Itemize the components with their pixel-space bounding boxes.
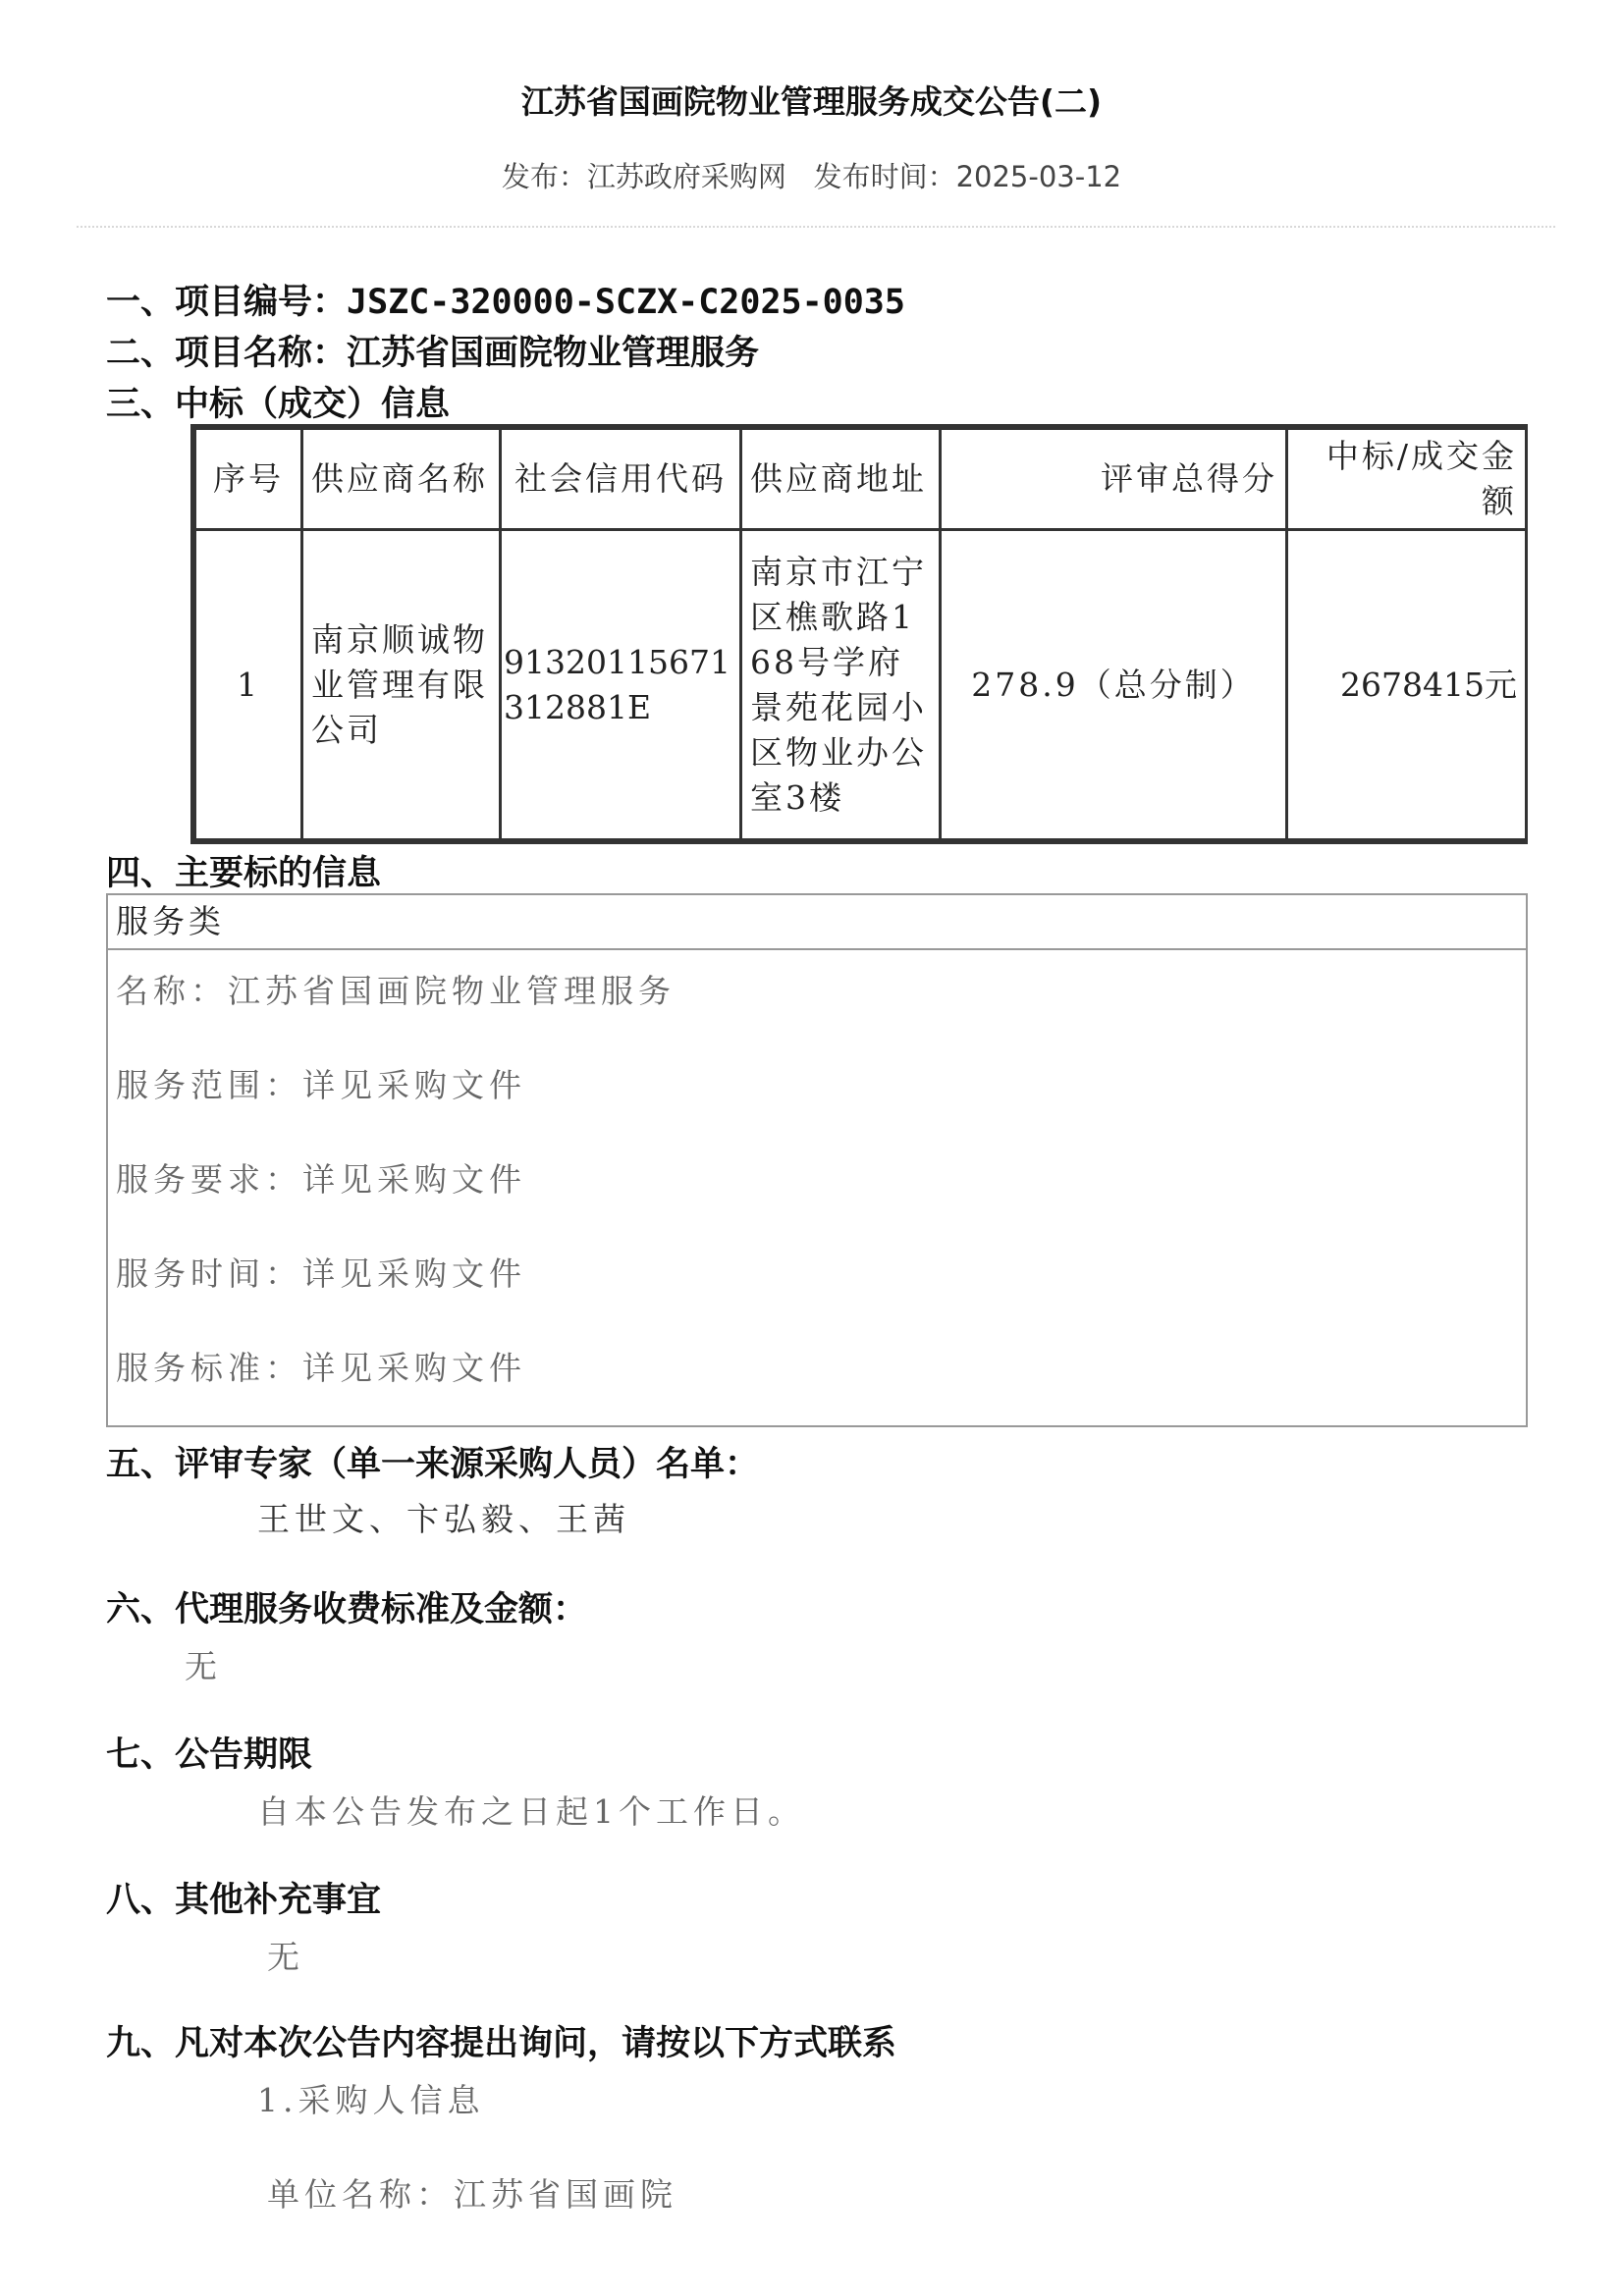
publish-time-label: 发布时间： — [813, 160, 956, 193]
subject-line-requirements: 服务要求：详见采购文件 — [116, 1160, 526, 1199]
project-number: JSZC-320000-SCZX-C2025-0035 — [347, 283, 905, 322]
publisher: 江苏政府采购网 — [586, 160, 786, 193]
project-name-label: 二、项目名称： — [106, 334, 348, 373]
col-header-score: 评审总得分 — [941, 429, 1287, 530]
agency-fee-heading: 六、代理服务收费标准及金额： — [106, 1590, 588, 1629]
row-score: 278.9（总分制） — [941, 530, 1287, 840]
other-matters-heading: 八、其他补充事宜 — [106, 1881, 382, 1920]
project-name: 江苏省国画院物业管理服务 — [347, 334, 760, 373]
purchaser-info-subheading: 1.采购人信息 — [257, 2081, 485, 2119]
purchaser-unit-label: 单位名称： — [267, 2175, 454, 2214]
award-table — [190, 424, 1528, 844]
row-index: 1 — [195, 530, 302, 840]
col-header-supplier-name: 供应商名称 — [302, 429, 501, 530]
publish-info — [0, 155, 1623, 195]
notice-period-value: 自本公告发布之日起1个工作日。 — [257, 1792, 805, 1831]
contact-heading: 九、凡对本次公告内容提出询问，请按以下方式联系 — [106, 2024, 897, 2063]
subject-info-heading: 四、主要标的信息 — [106, 854, 382, 893]
subject-line-time: 服务时间：详见采购文件 — [116, 1255, 526, 1293]
other-matters-value: 无 — [267, 1938, 304, 1976]
experts-list: 王世文、卞弘毅、王茜 — [257, 1500, 630, 1538]
publish-time: 2025-03-12 — [955, 160, 1122, 193]
table-row — [195, 530, 1527, 840]
col-header-address: 供应商地址 — [741, 429, 941, 530]
publisher-label: 发布： — [501, 160, 587, 193]
table-header-row — [195, 429, 1527, 530]
page-title: 江苏省国画院物业管理服务成交公告(二) — [520, 82, 1103, 121]
subject-line-scope: 服务范围：详见采购文件 — [116, 1066, 526, 1104]
project-name-row — [106, 326, 759, 375]
row-amount: 2678415元 — [1287, 530, 1527, 840]
agency-fee-value: 无 — [185, 1647, 222, 1685]
row-address: 南京市江宁区樵歌路168号学府景苑花园小区物业办公室3楼 — [741, 530, 941, 840]
header-divider — [77, 226, 1555, 228]
subject-line-name: 名称：江苏省国画院物业管理服务 — [116, 972, 676, 1010]
subject-line-standard: 服务标准：详见采购文件 — [116, 1349, 526, 1387]
project-number-row — [106, 275, 905, 324]
col-header-amount: 中标/成交金额 — [1287, 429, 1527, 530]
experts-heading: 五、评审专家（单一来源采购人员）名单： — [106, 1445, 760, 1484]
col-header-credit-code: 社会信用代码 — [501, 429, 741, 530]
row-credit-code: 91320115671312881E — [501, 530, 741, 840]
award-info-heading: 三、中标（成交）信息 — [106, 385, 451, 424]
purchaser-unit-row — [267, 2169, 677, 2216]
col-header-index: 序号 — [195, 429, 302, 530]
subject-table — [106, 893, 1528, 1427]
row-supplier-name: 南京顺诚物业管理有限公司 — [302, 530, 501, 840]
purchaser-unit-name: 江苏省国画院 — [454, 2175, 677, 2214]
notice-period-heading: 七、公告期限 — [106, 1735, 313, 1775]
subject-category: 服务类 — [108, 895, 1526, 950]
project-number-label: 一、项目编号： — [106, 283, 348, 322]
